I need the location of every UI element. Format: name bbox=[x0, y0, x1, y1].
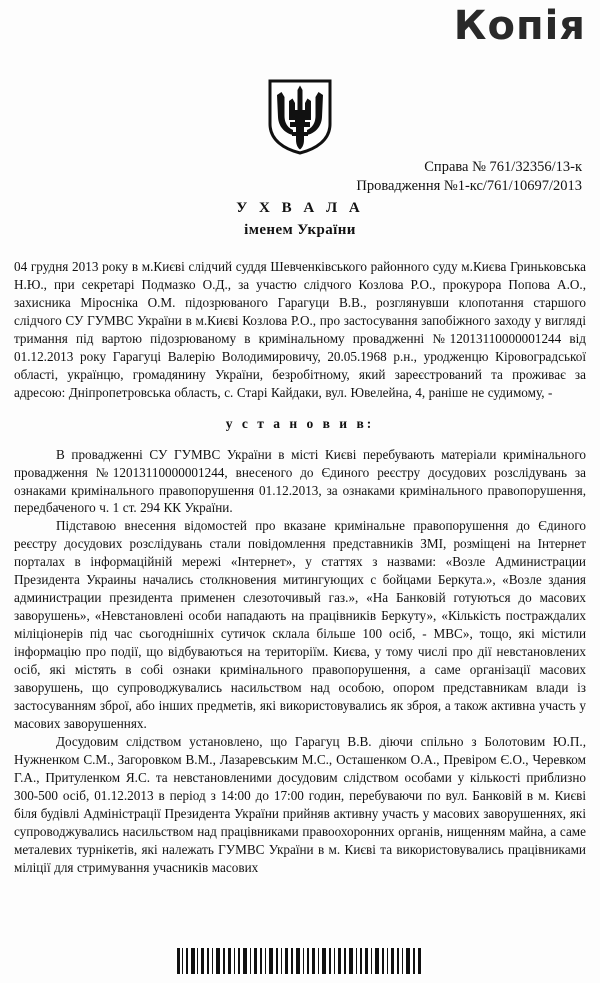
document-subtitle: іменем України bbox=[244, 222, 356, 238]
case-number: Справа № 761/32356/13-к bbox=[424, 159, 582, 175]
body-paragraph-1: В провадженні СУ ГУМВС України в місті Києві перебувають матеріали кримінального провадження №12013110000001244, внесеного до Єдиного реєстру досудових розслідувань за ознаками кримінального правопорушення 01.12.2013, за ознаками кримінального правопорушення, передбаченого ч. 1 ст. 294 КК України. bbox=[14, 446, 586, 516]
document-title: У Х В А Л А bbox=[236, 200, 364, 216]
body-paragraph-3: Досудовим слідством установлено, що Гарагуц В.В. діючи спільно з Болотовим Ю.П., Нужненком С.М., Загоровком В.М., Лазаревським М.С., Осташенком О.А., Превіром Є.О., Черевком Г.А., Притуленком Я.С. та невстановленими досудовим слідством особами у кількості приблизно 300-500 осіб, 01.12.2013 в період з 14:00 до 17:00 годин, перебуваючи по вул. Банковій в м. Києві біля будівлі Адміністрації Президента України прийняв активну участь у масових заворушеннях, які супроводжувались насильством над працівниками правоохоронних органів, нищенням майна, а саме металевих турнікетів, які належать ГУМВС України в м. Києві та використовувались працівниками міліції для стримування учасників масових bbox=[14, 733, 586, 875]
preamble-paragraph: 04 грудня 2013 року в м.Києві слідчий суддя Шевченківського районного суду м.Києва Гриньковська Н.Ю., при секретарі Подмазко О.Д., за участю слідчого Козлова Р.О., прокурора Попова А.О., захисника Міросніка О.М. підозрюваного Гарагуци В.В., розглянувши клопотання старшого слідчого СУ ГУМВС України в м.Києві Козлова Р.О., про застосування запобіжного заходу у вигляді тримання під вартою підозрюваному в кримінальному провадженні №12013110000001244 від 01.12.2013 року Гарагуці Валерію Володимировичу, 20.05.1968 р.н., уродженцю Кіровоградської області, українцю, громадянину України, безробітному, який зареєстрований та проживає за адресою: Дніпропетровська область, с. Старі Кайдаки, вул. Ювелейна, 4, раніше не судимому, - bbox=[14, 259, 586, 400]
document-barcode bbox=[175, 948, 425, 974]
document-body bbox=[14, 258, 586, 877]
barcode-area bbox=[0, 948, 600, 979]
case-reference-block bbox=[356, 158, 582, 195]
body-paragraph-2: Підставою внесення відомостей про вказане кримінальне правопорушення до Єдиного реєстру досудових розслідувань стали повідомлення представників ЗМІ, розміщені на Інтернет порталах в інформаційній мережі «Інтернет», у статтях з назвами: «Возле Администрации Президента Украины начались столкновения митингующих с бойцами Беркута.», «Возле здания администрации президента применен слезоточивый газ.», «На Банковій готуються до масових заворушень», «Невстановлені особи нападають на працівників Беркуту», «Кількість постраждалих міліціонерів під час сьогоднішніх сутичок склала більше 100 осіб, - МВС», тощо, які містили інформацію про події, що відбуваються на територіїм. Києва, у тому числі про дії невстановлених осіб, які містять в собі ознаки кримінального правопорушення, а саме організації масових заворушень, що супроводжувались насильством над особою, опором представникам влади із застосуванням зброї, або інших предметів, які використовувались як зброя, а також активна участь у масових заворушеннях. bbox=[14, 518, 586, 731]
copy-stamp: Копія bbox=[453, 3, 586, 49]
proceeding-number: Провадження №1-кс/761/10697/2013 bbox=[356, 177, 582, 194]
coat-of-arms-emblem bbox=[0, 78, 600, 161]
section-heading-ustanovyv: у с т а н о в и в: bbox=[225, 415, 375, 431]
